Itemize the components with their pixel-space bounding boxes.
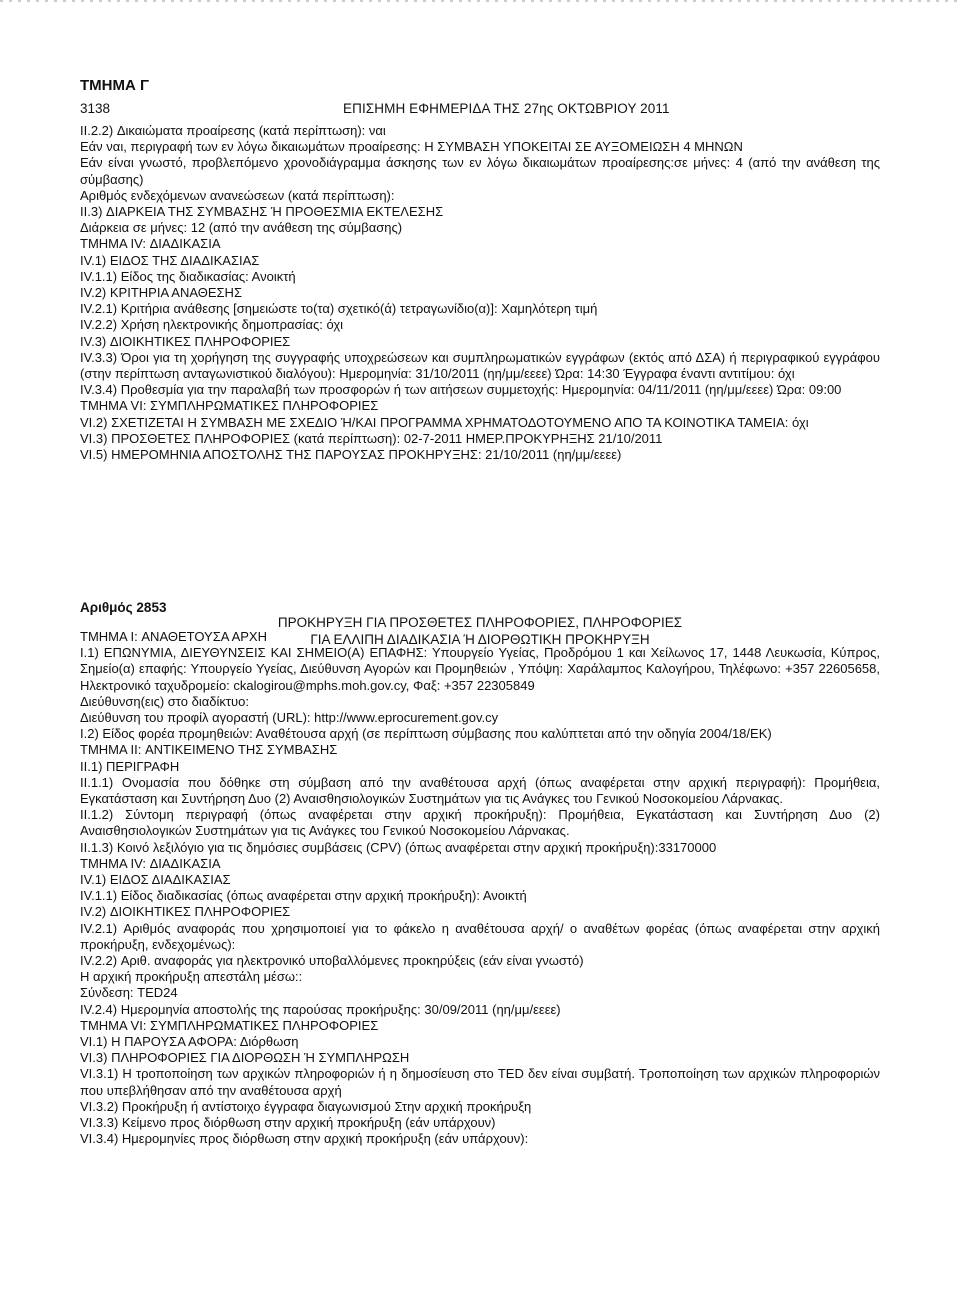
paragraph: VI.3.1) Η τροποποίηση των αρχικών πληροφοριών ή η δημοσίευση στο TED δεν είναι συμβατή. Τροποποίηση των αρχικών πληροφοριών που υπεβλήθησαν από την αναθέτουσα αρχή	[80, 1066, 880, 1098]
section-title: ΤΜΗΜΑ Γ	[80, 77, 150, 94]
paragraph: Η αρχική προκήρυξη απεστάλη μέσω::	[80, 969, 303, 985]
paragraph: II.3) ΔΙΑΡΚΕΙΑ ΤΗΣ ΣΥΜΒΑΣΗΣ Ή ΠΡΟΘΕΣΜΙΑ ΕΚΤΕΛΕΣΗΣ	[80, 204, 444, 220]
paragraph: VI.3.2) Προκήρυξη ή αντίστοιχο έγγραφα διαγωνισμού Στην αρχική προκήρυξη	[80, 1098, 532, 1114]
paragraph: VI.3) ΠΡΟΣΘΕΤΕΣ ΠΛΗΡΟΦΟΡΙΕΣ (κατά περίπτωση): 02-7-2011 ΗΜΕΡ.ΠΡΟΚΥΡΗΞΗΣ 21/10/2011	[80, 430, 663, 446]
paragraph: Σύνδεση: TED24	[80, 985, 178, 1001]
paragraph: IV.1) ΕΙΔΟΣ ΤΗΣ ΔΙΑΔΙΚΑΣΙΑΣ	[80, 252, 260, 268]
gazette-title: ΕΠΙΣΗΜΗ ΕΦΗΜΕΡΙΔΑ ΤΗΣ 27ης ΟΚΤΩΒΡΙΟΥ 2011	[343, 101, 670, 116]
notice-number: Αριθμός 2853	[80, 600, 167, 615]
paragraph: VI.5) ΗΜΕΡΟΜΗΝΙΑ ΑΠΟΣΤΟΛΗΣ ΤΗΣ ΠΑΡΟΥΣΑΣ ΠΡΟΚΗΡΥΞΗΣ: 21/10/2011 (ηη/μμ/εεεε)	[80, 447, 622, 463]
paragraph: II.1) ΠΕΡΙΓΡΑΦΗ	[80, 758, 180, 774]
paragraph: IV.1.1) Είδος της διαδικασίας: Ανοικτή	[80, 268, 296, 284]
paragraph: IV.2.1) Αριθμός αναφοράς που χρησιμοποιεί για το φάκελο η αναθέτουσα αρχή/ ο αναθέτων φορέας (όπως αναφέρεται στην αρχική προκήρυξη, ενδεχομένως):	[80, 920, 880, 952]
paragraph: IV.1) ΕΙΔΟΣ ΔΙΑΔΙΚΑΣΙΑΣ	[80, 872, 231, 888]
scan-edge-rule	[0, 0, 960, 2]
paragraph: IV.2.2) Αριθ. αναφοράς για ηλεκτρονικό υποβαλλόμενες προκηρύξεις (εάν είναι γνωστό)	[80, 953, 584, 969]
paragraph: Διεύθυνση του προφίλ αγοραστή (URL): http://www.eprocurement.gov.cy	[80, 710, 499, 726]
paragraph: Διάρκεια σε μήνες: 12 (από την ανάθεση της σύμβασης)	[80, 220, 403, 236]
paragraph: I.2) Είδος φορέα προμηθειών: Αναθέτουσα αρχή (σε περίπτωση σύμβασης που καλύπτεται από την οδηγία 2004/18/ΕΚ)	[80, 726, 772, 742]
paragraph: IV.3.3) Όροι για τη χορήγηση της συγγραφής υποχρεώσεων και συμπληρωματικών εγγράφων (εκτός από ΔΣΑ) ή περιγραφικού εγγράφου (στην περίπτωση ανταγωνιστικού διαλόγου): Ημερομηνία: 31/10/2011 (ηη/μμ/εεεε) Ώρα: 14:30 Έγγραφα έναντι αντιτίμου: όχι	[80, 349, 880, 382]
section-heading: ΤΜΗΜΑ IV: ΔΙΑΔΙΚΑΣΙΑ	[80, 236, 221, 252]
paragraph: IV.3.4) Προθεσμία για την παραλαβή των προσφορών ή των αιτήσεων συμμετοχής: Ημερομηνία: 04/11/2011 (ηη/μμ/εεεε) Ώρα: 09:00	[80, 382, 842, 398]
paragraph: VI.1) Η ΠΑΡΟΥΣΑ ΑΦΟΡΑ: Διόρθωση	[80, 1034, 299, 1050]
paragraph: VI.3.3) Κείμενο προς διόρθωση στην αρχική προκήρυξη (εάν υπάρχουν)	[80, 1115, 496, 1131]
paragraph: VI.3) ΠΛΗΡΟΦΟΡΙΕΣ ΓΙΑ ΔΙΟΡΘΩΣΗ Ή ΣΥΜΠΛΗΡΩΣΗ	[80, 1050, 410, 1066]
paragraph: II.2.2) Δικαιώματα προαίρεσης (κατά περίπτωση): ναι	[80, 123, 386, 138]
paragraph: Αριθμός ενδεχόμενων ανανεώσεων (κατά περίπτωση):	[80, 187, 395, 203]
previous-notice-continuation	[80, 123, 880, 463]
paragraph: IV.3) ΔΙΟΙΚΗΤΙΚΕΣ ΠΛΗΡΟΦΟΡΙΕΣ	[80, 333, 291, 349]
notice-body	[80, 629, 880, 1148]
paragraph: Εάν ναι, περιγραφή των εν λόγω δικαιωμάτων προαίρεσης: Η ΣΥΜΒΑΣΗ ΥΠΟΚΕΙΤΑΙ ΣΕ ΑΥΞΟΜΕΙΩΣΗ 4 ΜΗΝΩΝ	[80, 139, 743, 155]
notice-title-line: ΠΡΟΚΗΡΥΞΗ ΓΙΑ ΠΡΟΣΘΕΤΕΣ ΠΛΗΡΟΦΟΡΙΕΣ, ΠΛΗΡΟΦΟΡΙΕΣ	[277, 615, 683, 630]
section-heading: ΤΜΗΜΑ I: ΑΝΑΘΕΤΟΥΣΑ ΑΡΧΗ	[80, 629, 267, 644]
section-heading: ΤΜΗΜΑ IV: ΔΙΑΔΙΚΑΣΙΑ	[80, 855, 221, 871]
paragraph: II.1.1) Ονομασία που δόθηκε στη σύμβαση από την αναθέτουσα αρχή (όπως αναφέρεται στην αρχική περιγραφή): Προμήθεια, Εγκατάσταση και Συντήρηση Δυο (2) Αναισθησιολογικών Συστημάτων για τις Ανάγκες του Γενικού Νοσοκομείου Λάρνακας.	[80, 774, 880, 807]
paragraph: VI.3.4) Ημερομηνίες προς διόρθωση στην αρχική προκήρυξη (εάν υπάρχουν):	[80, 1131, 529, 1147]
paragraph: I.1) ΕΠΩΝΥΜΙΑ, ΔΙΕΥΘΥΝΣΕΙΣ ΚΑΙ ΣΗΜΕΙΟ(Α) ΕΠΑΦΗΣ: Υπουργείο Υγείας, Προδρόμου 1 και Χείλωνος 17, 1448 Λευκωσία, Κύπρος, Σημείο(α) επαφής: Υπουργείο Υγείας, Διεύθυνση Αγορών και Προμηθειών , Υπόψη: Χαράλαμπος Καλογήρου, Τηλέφωνο: +357 22605658, Ηλεκτρονικό ταχυδρομείο: ckalogirou@mphs.moh.gov.cy, Φαξ: +357 22305849	[80, 645, 880, 693]
paragraph: IV.2.2) Χρήση ηλεκτρονικής δημοπρασίας: όχι	[80, 317, 344, 333]
paragraph: II.1.3) Κοινό λεξιλόγιο για τις δημόσιες συμβάσεις (CPV) (όπως αναφέρεται στην αρχική προκήρυξη):33170000	[80, 839, 717, 855]
paragraph: Διεύθυνση(εις) στο διαδίκτυο:	[80, 693, 249, 709]
paragraph: IV.2) ΚΡΙΤΗΡΙΑ ΑΝΑΘΕΣΗΣ	[80, 285, 242, 301]
paragraph: Εάν είναι γνωστό, προβλεπόμενο χρονοδιάγραμμα άσκησης των εν λόγω δικαιωμάτων προαίρεσης:σε μήνες: 4 (από την ανάθεση της σύμβασης)	[80, 155, 880, 187]
section-heading: ΤΜΗΜΑ VI: ΣΥΜΠΛΗΡΩΜΑΤΙΚΕΣ ΠΛΗΡΟΦΟΡΙΕΣ	[80, 398, 379, 414]
section-heading: ΤΜΗΜΑ II: ΑΝΤΙΚΕΙΜΕΝΟ ΤΗΣ ΣΥΜΒΑΣΗΣ	[80, 742, 338, 758]
paragraph: II.1.2) Σύντομη περιγραφή (όπως αναφέρεται στην αρχική προκήρυξη): Προμήθεια, Εγκατάσταση και Συντήρηση Δυο (2) Αναισθησιολογικών Συστημάτων για τις Ανάγκες του Γενικού Νοσοκομείου Λάρνακας.	[80, 807, 880, 839]
page-number: 3138	[80, 101, 111, 116]
paragraph: IV.1.1) Είδος διαδικασίας (όπως αναφέρεται στην αρχική προκήρυξη): Ανοικτή	[80, 888, 527, 904]
paragraph: IV.2.4) Ημερομηνία αποστολής της παρούσας προκήρυξης: 30/09/2011 (ηη/μμ/εεεε)	[80, 1001, 561, 1017]
section-heading: ΤΜΗΜΑ VI: ΣΥΜΠΛΗΡΩΜΑΤΙΚΕΣ ΠΛΗΡΟΦΟΡΙΕΣ	[80, 1017, 379, 1033]
paragraph: IV.2.1) Κριτήρια ανάθεσης [σημειώστε το(τα) σχετικό(ά) τετραγωνίδιο(α)]: Χαμηλότερη τιμή	[80, 301, 598, 317]
paragraph: IV.2) ΔΙΟΙΚΗΤΙΚΕΣ ΠΛΗΡΟΦΟΡΙΕΣ	[80, 904, 291, 920]
paragraph: VI.2) ΣΧΕΤΙΖΕΤΑΙ Η ΣΥΜΒΑΣΗ ΜΕ ΣΧΕΔΙΟ Ή/ΚΑΙ ΠΡΟΓΡΑΜΜΑ ΧΡΗΜΑΤΟΔΟΤΟΥΜΕΝΟ ΑΠΟ ΤΑ ΚΟΙΝΟΤΙΚΑ ΤΑΜΕΙΑ: όχι	[80, 414, 809, 430]
notice-title-line: ΓΙΑ ΕΛΛΙΠΗ ΔΙΑΔΙΚΑΣΙΑ Ή ΔΙΟΡΘΩΤΙΚΗ ΠΡΟΚΗΡΥΞΗ	[310, 631, 650, 647]
